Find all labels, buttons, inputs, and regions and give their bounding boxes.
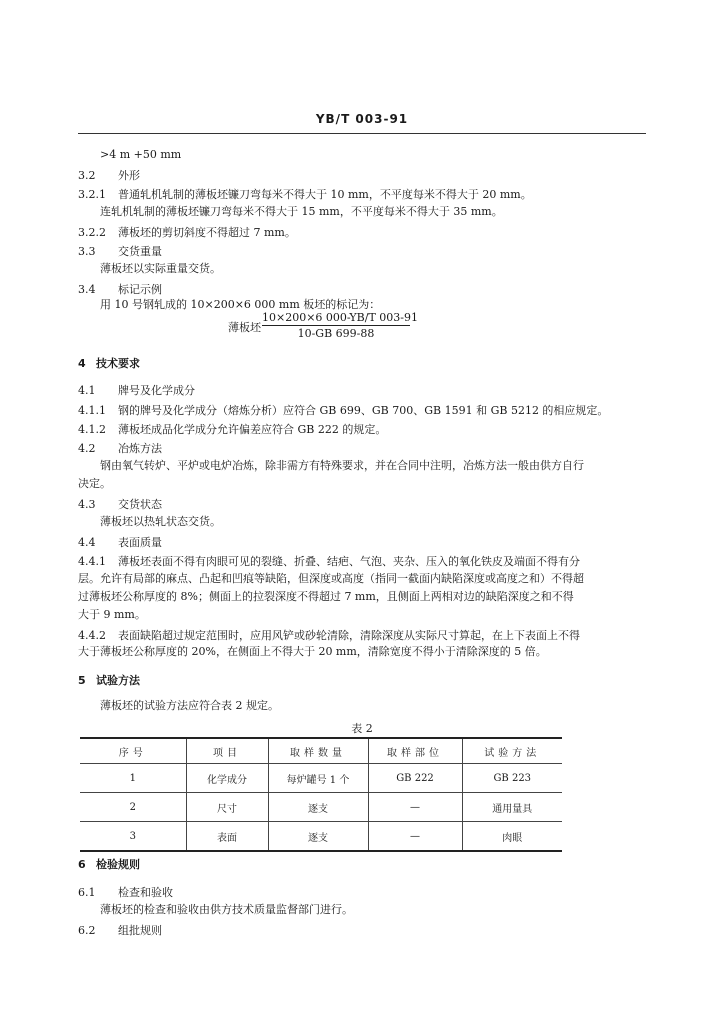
- clause-3-4-text: 用 10 号钢轧成的 10×200×6 000 mm 板坯的标记为：: [100, 298, 381, 311]
- clause-4-4-2-cont: 大于薄板坯公称厚度的 20%，在侧面上不得大于 20 mm，清除宽度不得小于清除深度的 5 倍。: [78, 645, 547, 658]
- clause-4-2-text-cont: 决定。: [78, 477, 111, 490]
- clause-4-4-1-cont1: 层。允许有局部的麻点、凸起和凹痕等缺陷，但深度或高度（指同一截面内缺陷深度或高度之和）不得超: [78, 572, 584, 585]
- table-cell: —: [368, 822, 462, 852]
- table-header-cell: 试验方法: [462, 738, 562, 764]
- clause-4-4-1-cont2: 过薄板坯公称厚度的 8%；侧面上的拉裂深度不得超过 7 mm，且侧面上两相对边的缺陷深度之和不得: [78, 590, 574, 603]
- clause-3-4: 3.4 标记示例: [78, 283, 162, 296]
- table-cell: 表面: [186, 822, 268, 852]
- clause-4-1-1: 4.1.1 钢的牌号及化学成分（熔炼分析）应符合 GB 699、GB 700、GB 1591 和 GB 5212 的相应规定。: [78, 404, 609, 417]
- fraction-denominator: 10-GB 699-88: [297, 327, 375, 340]
- table-header-cell: 序号: [80, 738, 186, 764]
- clause-4-1: 4.1 牌号及化学成分: [78, 384, 195, 397]
- clause-4-2-text: 钢由氧气转炉、平炉或电炉冶炼，除非需方有特殊要求，并在合同中注明，冶炼方法一般由供方自行: [100, 459, 584, 472]
- clause-6-1: 6.1 检查和验收: [78, 886, 173, 899]
- test-methods-table: [80, 737, 562, 852]
- clause-3-2-2: 3.2.2 薄板坯的剪切斜度不得超过 7 mm。: [78, 226, 296, 239]
- clause-3-3: 3.3 交货重量: [78, 245, 162, 258]
- header-rule: [78, 133, 646, 134]
- table-cell: 逐支: [268, 793, 368, 822]
- table-cell: GB 223: [462, 764, 562, 793]
- clause-6-1-text: 薄板坯的检查和验收由供方技术质量监督部门进行。: [100, 903, 353, 916]
- clause-4-4-1: 4.4.1 薄板坯表面不得有肉眼可见的裂缝、折叠、结疤、气泡、夹杂、压入的氧化铁皮及端面不得有分: [78, 555, 580, 568]
- table-header-row: [80, 738, 562, 764]
- tolerance-line: >4 m +50 mm: [100, 148, 182, 161]
- section-5-text: 薄板坯的试验方法应符合表 2 规定。: [100, 699, 279, 712]
- section-5-heading: 5 试验方法: [78, 674, 140, 687]
- clause-3-2: 3.2 外形: [78, 169, 140, 182]
- table-header-cell: 取样数量: [268, 738, 368, 764]
- table-header-cell: 取样部位: [368, 738, 462, 764]
- clause-6-2: 6.2 组批规则: [78, 924, 162, 937]
- table-cell: 通用量具: [462, 793, 562, 822]
- clause-3-3-text: 薄板坯以实际重量交货。: [100, 262, 221, 275]
- table-row: [80, 822, 562, 852]
- table-cell: 每炉罐号 1 个: [268, 764, 368, 793]
- table-row: [80, 793, 562, 822]
- table-cell: 尺寸: [186, 793, 268, 822]
- table-cell: 肉眼: [462, 822, 562, 852]
- table-cell: 逐支: [268, 822, 368, 852]
- clause-4-2: 4.2 冶炼方法: [78, 442, 162, 455]
- clause-4-1-2: 4.1.2 薄板坯成品化学成分允许偏差应符合 GB 222 的规定。: [78, 423, 387, 436]
- clause-4-3-text: 薄板坯以热轧状态交货。: [100, 515, 221, 528]
- table-caption: 表 2: [351, 722, 373, 735]
- clause-3-2-1-cont: 连轧机轧制的薄板坯镰刀弯每米不得大于 15 mm，不平度每米不得大于 35 mm。: [100, 205, 503, 218]
- clause-4-3: 4.3 交货状态: [78, 498, 162, 511]
- table-cell: 2: [80, 793, 186, 822]
- table-cell: 1: [80, 764, 186, 793]
- clause-3-2-1: 3.2.1 普通轧机轧制的薄板坯镰刀弯每米不得大于 10 mm，不平度每米不得大于 20 mm。: [78, 188, 532, 201]
- table-cell: —: [368, 793, 462, 822]
- section-6-heading: 6 检验规则: [78, 858, 140, 871]
- section-4-heading: 4 技术要求: [78, 357, 140, 370]
- standard-code-header: YB/T 003-91: [315, 112, 409, 126]
- table-cell: 化学成分: [186, 764, 268, 793]
- table-cell: 3: [80, 822, 186, 852]
- clause-4-4: 4.4 表面质量: [78, 536, 162, 549]
- table-cell: GB 222: [368, 764, 462, 793]
- clause-4-4-2: 4.4.2 表面缺陷超过规定范围时，应用风铲或砂轮清除，清除深度从实际尺寸算起，在上下表面上不得: [78, 629, 580, 642]
- clause-4-4-1-cont3: 大于 9 mm。: [78, 608, 146, 621]
- fraction-numerator: 10×200×6 000-YB/T 003-91: [262, 311, 419, 324]
- table-row: [80, 764, 562, 793]
- fraction-label: 薄板坯: [228, 321, 261, 334]
- table-header-cell: 项目: [186, 738, 268, 764]
